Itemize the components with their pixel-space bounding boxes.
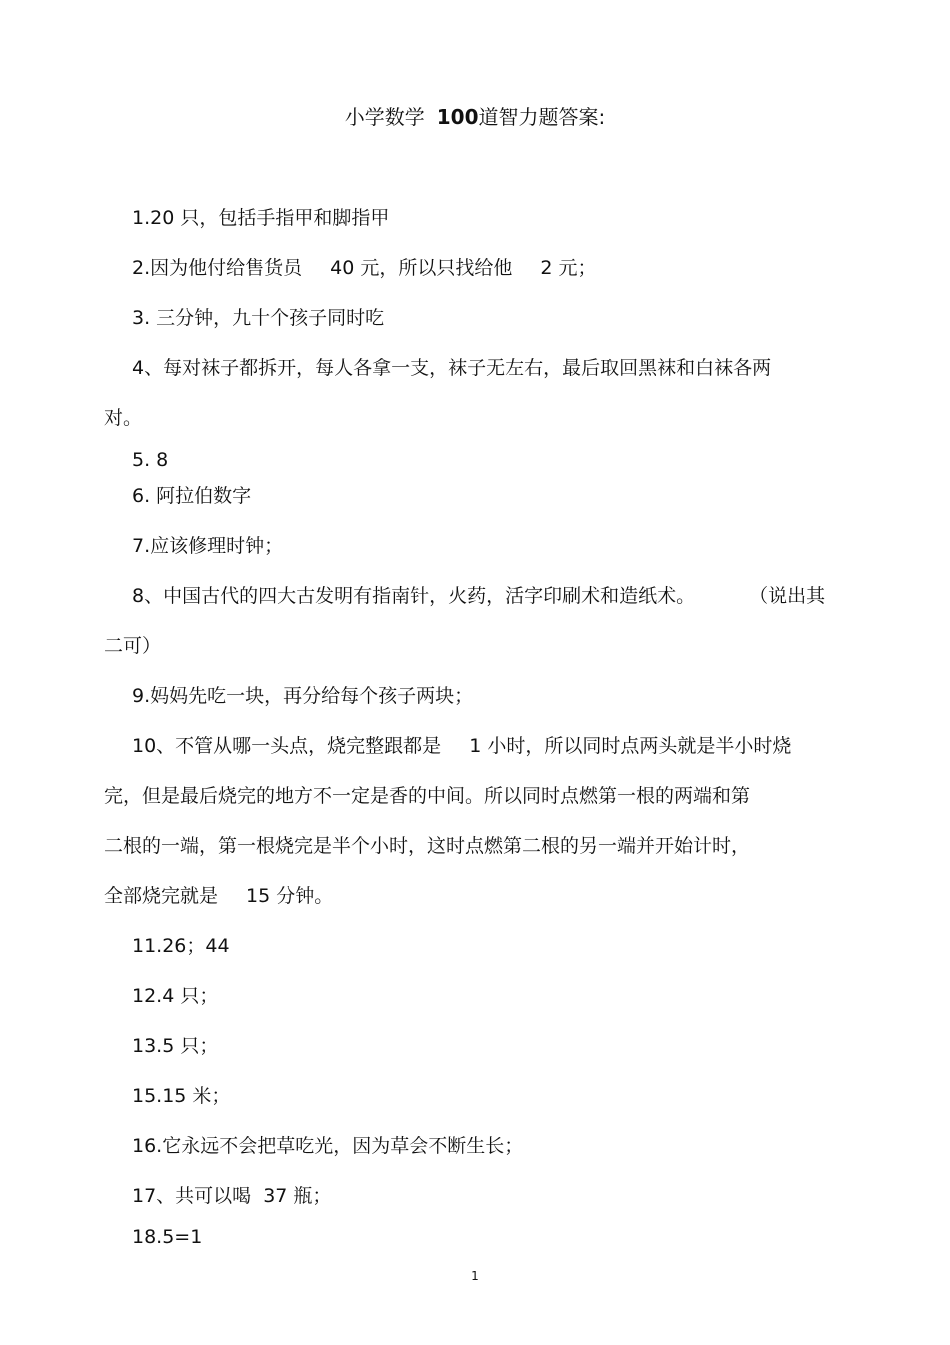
page-title	[0, 107, 950, 127]
answer-10-line-4-part-2: 15 分钟。	[246, 885, 334, 907]
answer-13: 13.5 只；	[132, 1035, 219, 1057]
answer-4-line-1: 4、每对袜子都拆开，每人各拿一支，袜子无左右，最后取回黑袜和白袜各两	[132, 357, 772, 379]
answer-10-line-2: 完，但是最后烧完的地方不一定是香的中间。所以同时点燃第一根的两端和第	[104, 785, 751, 807]
answer-15: 15.15 米；	[132, 1085, 231, 1107]
answer-17	[132, 1187, 331, 1206]
answer-7: 7.应该修理时钟；	[132, 535, 284, 557]
answer-2-part-2: 40 元，所以只找给他	[330, 257, 513, 279]
answer-9: 9.妈妈先吃一块，再分给每个孩子两块；	[132, 685, 474, 707]
title-prefix: 小学数学	[344, 105, 425, 129]
answer-2	[132, 259, 597, 278]
answer-4-line-2: 对。	[104, 407, 143, 429]
answer-8-note: （说出其	[749, 585, 826, 607]
answer-8-line-1	[132, 587, 825, 606]
answer-8-line-2: 二可）	[104, 635, 162, 657]
answer-2-part-3: 2 元；	[540, 257, 597, 279]
answer-10-line-1	[132, 737, 791, 756]
answer-10-part-1: 10、不管从哪一头点，烧完整跟都是	[132, 735, 442, 757]
answer-11: 11.26；44	[132, 935, 230, 957]
answer-5: 5. 8	[132, 449, 169, 471]
answer-17-part-2: 37 瓶；	[263, 1185, 332, 1207]
answer-10-line-4-part-1: 全部烧完就是	[104, 885, 219, 907]
answer-10-line-3: 二根的一端，第一根烧完是半个小时，这时点燃第二根的另一端并开始计时，	[104, 835, 751, 857]
page-number: 1	[471, 1269, 479, 1283]
title-number: 100	[436, 105, 479, 129]
answer-16: 16.它永远不会把草吃光，因为草会不断生长；	[132, 1135, 524, 1157]
title-suffix: 道智力题答案:	[478, 105, 606, 129]
answer-12: 12.4 只；	[132, 985, 219, 1007]
answer-6: 6. 阿拉伯数字	[132, 485, 252, 507]
answer-1: 1.20 只，包括手指甲和脚指甲	[132, 207, 390, 229]
answer-8-text: 8、中国古代的四大古发明有指南针，火药，活字印刷术和造纸术。	[132, 585, 696, 607]
answer-17-part-1: 17、共可以喝	[132, 1185, 252, 1207]
answer-2-part-1: 2.因为他付给售货员	[132, 257, 303, 279]
answer-3: 3. 三分钟，九十个孩子同时吃	[132, 307, 385, 329]
answer-18: 18.5=1	[132, 1226, 203, 1248]
answer-10-part-2: 1 小时，所以同时点两头就是半小时烧	[469, 735, 792, 757]
answer-10-line-4	[104, 887, 333, 906]
